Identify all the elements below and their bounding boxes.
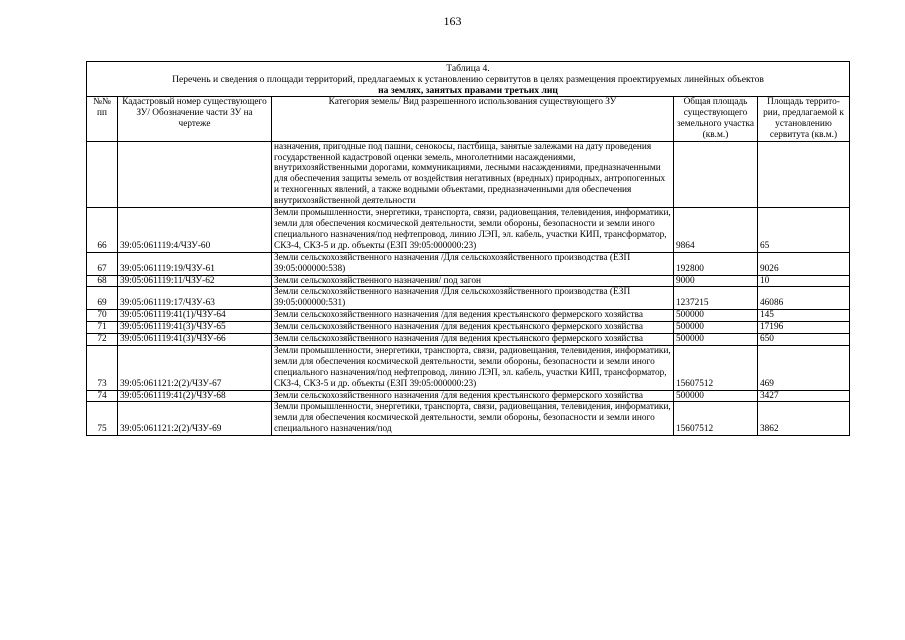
row-cadastral: 39:05:061119:41(2)/ЧЗУ-68 (118, 390, 272, 402)
row-cadastral: 39:05:061119:41(3)/ЧЗУ-66 (118, 334, 272, 346)
row-num: 68 (87, 275, 118, 287)
row-category: Земли сельскохозяйственного назначения /для ведения крестьянского фермерского хозяйства (272, 310, 674, 322)
page-number: 163 (443, 14, 462, 28)
row-cadastral: 39:05:061119:19/ЧЗУ-61 (118, 252, 272, 275)
row-category: Земли сельскохозяйственного назначения /Для сельскохозяйственного производства (ЕЗП 39:05:000000:538) (272, 252, 674, 275)
table-row (87, 390, 850, 402)
table-row (87, 208, 850, 253)
row-servitude-area: 3862 (758, 402, 850, 436)
row-total-area: 500000 (674, 322, 758, 334)
header-total-area: Общая площадь существующего земельного участка (кв.м.) (674, 97, 758, 142)
row-total-area: 500000 (674, 334, 758, 346)
row-category: Земли сельскохозяйственного назначения /Для сельскохозяйственного производства (ЕЗП 39:05:000000:531) (272, 287, 674, 310)
row-num: 67 (87, 252, 118, 275)
table-row (87, 345, 850, 390)
row-num: 73 (87, 345, 118, 390)
row-servitude-area: 650 (758, 334, 850, 346)
row-servitude-area: 145 (758, 310, 850, 322)
row-num: 69 (87, 287, 118, 310)
row-num: 66 (87, 208, 118, 253)
table-row (87, 322, 850, 334)
row-num: 71 (87, 322, 118, 334)
continuation-text: назначения, пригодные под пашни, сенокосы, пастбища, занятые залежами на дату проведения государственной кадастровой оценки земель, многолетними насаждениями, внутрихозяйственными дорогами, коммуникациями, лесными насаждениями, предназначенными для обеспечения защиты земель от воздействия негативных (вредных) природных, антропогенных и техногенных явлений, а также водными объектами, предназначенными для обеспечения внутрихозяйственной деятельности (272, 141, 674, 207)
table-row (87, 310, 850, 322)
row-cadastral: 39:05:061121:2(2)/ЧЗУ-67 (118, 345, 272, 390)
table-row (87, 252, 850, 275)
row-total-area: 500000 (674, 390, 758, 402)
row-category: Земли промышленности, энергетики, транспорта, связи, радиовещания, телевидения, информатики, земли для обеспечения космической деятельности, земли обороны, безопасности и земли иного специального назначения/под нефтепровод, линию ЛЭП, эл. кабель, участки КИП, трансформатор, СКЗ-4, СКЗ-5 и др. объекты (ЕЗП 39:05:000000:23) (272, 208, 674, 253)
row-total-area: 500000 (674, 310, 758, 322)
caption-title: Таблица 4. (446, 63, 490, 74)
row-servitude-area: 9026 (758, 252, 850, 275)
table-caption-row (87, 62, 850, 97)
row-category: Земли сельскохозяйственного назначения /для ведения крестьянского фермерского хозяйства (272, 390, 674, 402)
row-category: Земли сельскохозяйственного назначения /для ведения крестьянского фермерского хозяйства (272, 322, 674, 334)
row-servitude-area: 46086 (758, 287, 850, 310)
cell-empty (758, 141, 850, 207)
row-category: Земли промышленности, энергетики, транспорта, связи, радиовещания, телевидения, информатики, земли для обеспечения космической деятельности, земли обороны, безопасности и земли иного специального назначения/под (272, 402, 674, 436)
table-row (87, 402, 850, 436)
row-servitude-area: 10 (758, 275, 850, 287)
table-body (87, 208, 850, 436)
row-num: 70 (87, 310, 118, 322)
table-row (87, 275, 850, 287)
table-row (87, 287, 850, 310)
row-num: 72 (87, 334, 118, 346)
header-servitude-area: Площадь террито-рии, предлагаемой к установлению сервитута (кв.м.) (758, 97, 850, 142)
row-servitude-area: 65 (758, 208, 850, 253)
row-total-area: 15607512 (674, 345, 758, 390)
header-cadastral: Кадастровый номер существующего ЗУ/ Обозначение части ЗУ на чертеже (118, 97, 272, 142)
table-caption (87, 62, 850, 97)
row-cadastral: 39:05:061119:4/ЧЗУ-60 (118, 208, 272, 253)
caption-description: Перечень и сведения о площади территорий, предлагаемых к установлению сервитутов в целях размещения проектируемых линейных объектов (172, 74, 764, 85)
cell-empty (118, 141, 272, 207)
row-cadastral: 39:05:061119:17/ЧЗУ-63 (118, 287, 272, 310)
row-total-area: 15607512 (674, 402, 758, 436)
row-total-area: 9864 (674, 208, 758, 253)
table-header-row (87, 97, 850, 142)
row-category: Земли сельскохозяйственного назначения /для ведения крестьянского фермерского хозяйства (272, 334, 674, 346)
row-servitude-area: 17196 (758, 322, 850, 334)
row-total-area: 9000 (674, 275, 758, 287)
row-total-area: 1237215 (674, 287, 758, 310)
caption-subtitle: на землях, занятых правами третьих лиц (378, 85, 558, 96)
row-category: Земли сельскохозяйственного назначения/ под загон (272, 275, 674, 287)
row-num: 75 (87, 402, 118, 436)
table-row-continuation (87, 141, 850, 207)
row-cadastral: 39:05:061119:11/ЧЗУ-62 (118, 275, 272, 287)
header-num: №№ пп (87, 97, 118, 142)
cell-empty (674, 141, 758, 207)
row-servitude-area: 469 (758, 345, 850, 390)
row-category: Земли промышленности, энергетики, транспорта, связи, радиовещания, телевидения, информатики, земли для обеспечения космической деятельности, земли обороны, безопасности и земли иного специального назначения/под нефтепровод, линию ЛЭП, эл. кабель, участки КИП, трансформатор, СКЗ-4, СКЗ-5 и др. объекты (ЕЗП 39:05:000000:23) (272, 345, 674, 390)
servitude-table (86, 61, 850, 436)
row-cadastral: 39:05:061121:2(2)/ЧЗУ-69 (118, 402, 272, 436)
row-total-area: 192800 (674, 252, 758, 275)
cell-empty (87, 141, 118, 207)
row-servitude-area: 3427 (758, 390, 850, 402)
header-category: Категория земель/ Вид разрешенного использования существующего ЗУ (272, 97, 674, 142)
row-cadastral: 39:05:061119:41(1)/ЧЗУ-64 (118, 310, 272, 322)
row-num: 74 (87, 390, 118, 402)
row-cadastral: 39:05:061119:41(3)/ЧЗУ-65 (118, 322, 272, 334)
table-row (87, 334, 850, 346)
